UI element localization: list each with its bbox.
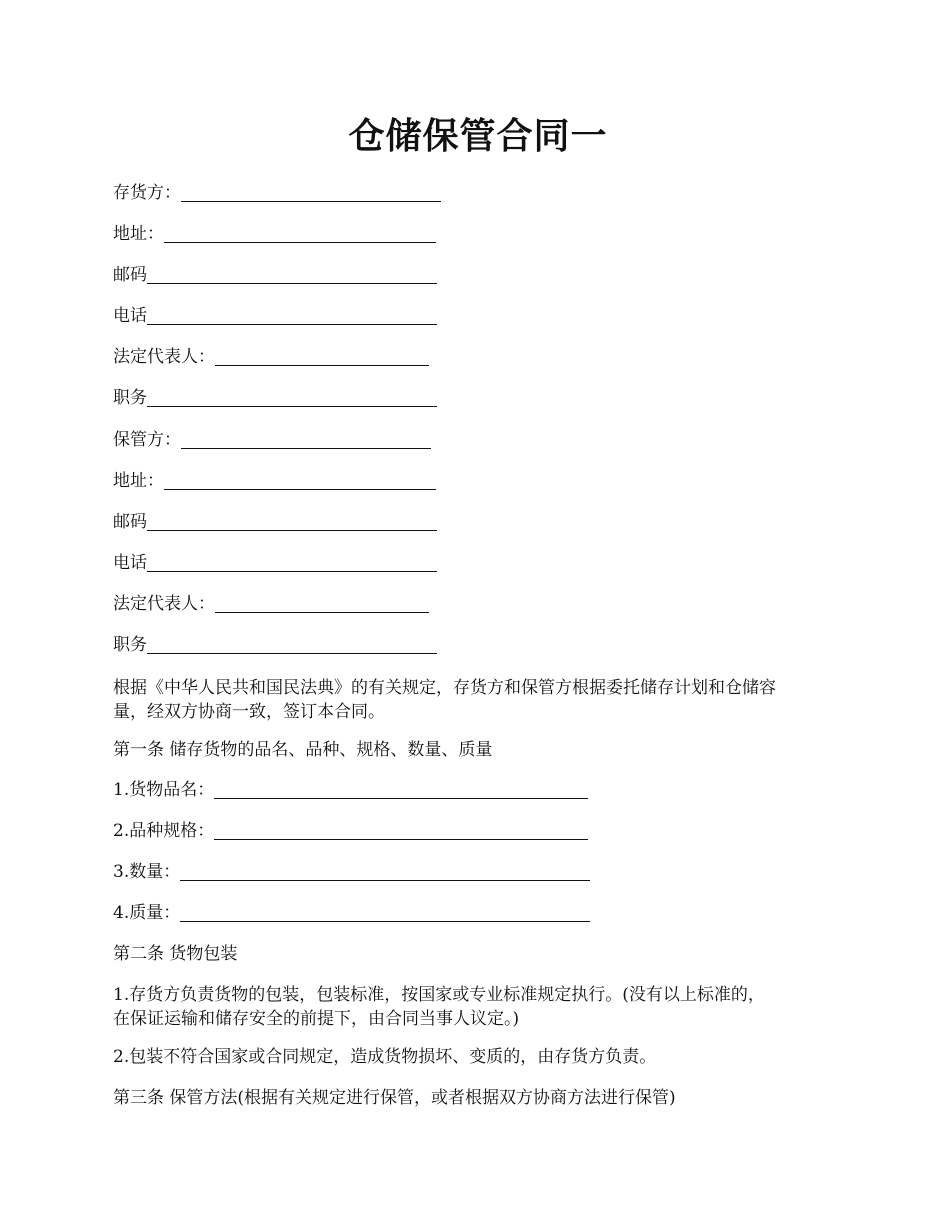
keeper-postcode-label: 邮码: [113, 512, 147, 532]
depositor-phone-label: 电话: [113, 306, 147, 326]
preamble-line-1: 根据《中华人民共和国民法典》的有关规定，存货方和保管方根据委托储存计划和仓储容: [113, 678, 776, 698]
packaging-clause-1-line-1: 1.存货方负责货物的包装，包装标准，按国家或专业标准规定执行。(没有以上标准的，: [113, 985, 765, 1005]
keeper-legal-rep-blank[interactable]: [215, 594, 429, 613]
goods-name-line: [113, 778, 588, 802]
article-3-heading: 第三条 保管方法(根据有关规定进行保管，或者根据双方协商方法进行保管): [113, 1088, 676, 1108]
keeper-position-blank[interactable]: [147, 635, 437, 654]
depositor-postcode-blank[interactable]: [147, 265, 437, 284]
goods-quality-blank[interactable]: [180, 903, 590, 922]
preamble-line-2: 量，经双方协商一致，签订本合同。: [113, 702, 385, 722]
keeper-phone-label: 电话: [113, 553, 147, 573]
goods-quantity-blank[interactable]: [180, 862, 590, 881]
depositor-address-blank[interactable]: [164, 224, 436, 243]
depositor-address-line: [113, 222, 436, 246]
keeper-position-line: [113, 633, 437, 657]
document-title: 仓储保管合同一: [348, 115, 608, 157]
keeper-legal-rep-label: 法定代表人：: [113, 594, 215, 614]
goods-spec-label: 2.品种规格：: [113, 821, 215, 841]
packaging-clause-2: 2.包装不符合国家或合同规定，造成货物损坏、变质的，由存货方负责。: [113, 1047, 657, 1067]
depositor-phone-blank[interactable]: [147, 306, 437, 325]
keeper-position-label: 职务: [113, 635, 147, 655]
keeper-phone-line: [113, 551, 437, 575]
depositor-postcode-line: [113, 263, 437, 287]
goods-spec-line: [113, 819, 588, 843]
depositor-name-blank[interactable]: [181, 183, 441, 202]
depositor-position-blank[interactable]: [147, 388, 437, 407]
keeper-postcode-line: [113, 510, 437, 534]
goods-quality-label: 4.质量：: [113, 903, 181, 923]
keeper-address-blank[interactable]: [164, 471, 436, 490]
keeper-legal-rep-line: [113, 592, 429, 616]
depositor-phone-line: [113, 304, 437, 328]
keeper-name-line: [113, 428, 431, 452]
depositor-legal-rep-label: 法定代表人：: [113, 347, 215, 367]
depositor-position-line: [113, 386, 437, 410]
keeper-postcode-blank[interactable]: [147, 512, 437, 531]
depositor-address-label: 地址：: [113, 224, 164, 244]
packaging-clause-1-line-2: 在保证运输和储存安全的前提下，由合同当事人议定。): [113, 1009, 520, 1029]
goods-spec-blank[interactable]: [214, 821, 588, 840]
preamble-paragraph: [113, 676, 843, 724]
goods-name-label: 1.货物品名：: [113, 780, 215, 800]
depositor-position-label: 职务: [113, 388, 147, 408]
keeper-name-blank[interactable]: [181, 430, 431, 449]
depositor-name-line: [113, 181, 441, 205]
depositor-name-label: 存货方：: [113, 183, 181, 203]
goods-quantity-line: [113, 860, 590, 884]
keeper-address-label: 地址：: [113, 471, 164, 491]
depositor-legal-rep-line: [113, 345, 429, 369]
depositor-postcode-label: 邮码: [113, 265, 147, 285]
article-1-heading: 第一条 储存货物的品名、品种、规格、数量、质量: [113, 740, 493, 760]
goods-quantity-label: 3.数量：: [113, 862, 181, 882]
goods-name-blank[interactable]: [214, 780, 588, 799]
keeper-name-label: 保管方：: [113, 430, 181, 450]
keeper-address-line: [113, 469, 436, 493]
packaging-clause-1: [113, 983, 843, 1031]
article-2-heading: 第二条 货物包装: [113, 944, 238, 964]
goods-quality-line: [113, 901, 590, 925]
keeper-phone-blank[interactable]: [147, 553, 437, 572]
depositor-legal-rep-blank[interactable]: [215, 347, 429, 366]
